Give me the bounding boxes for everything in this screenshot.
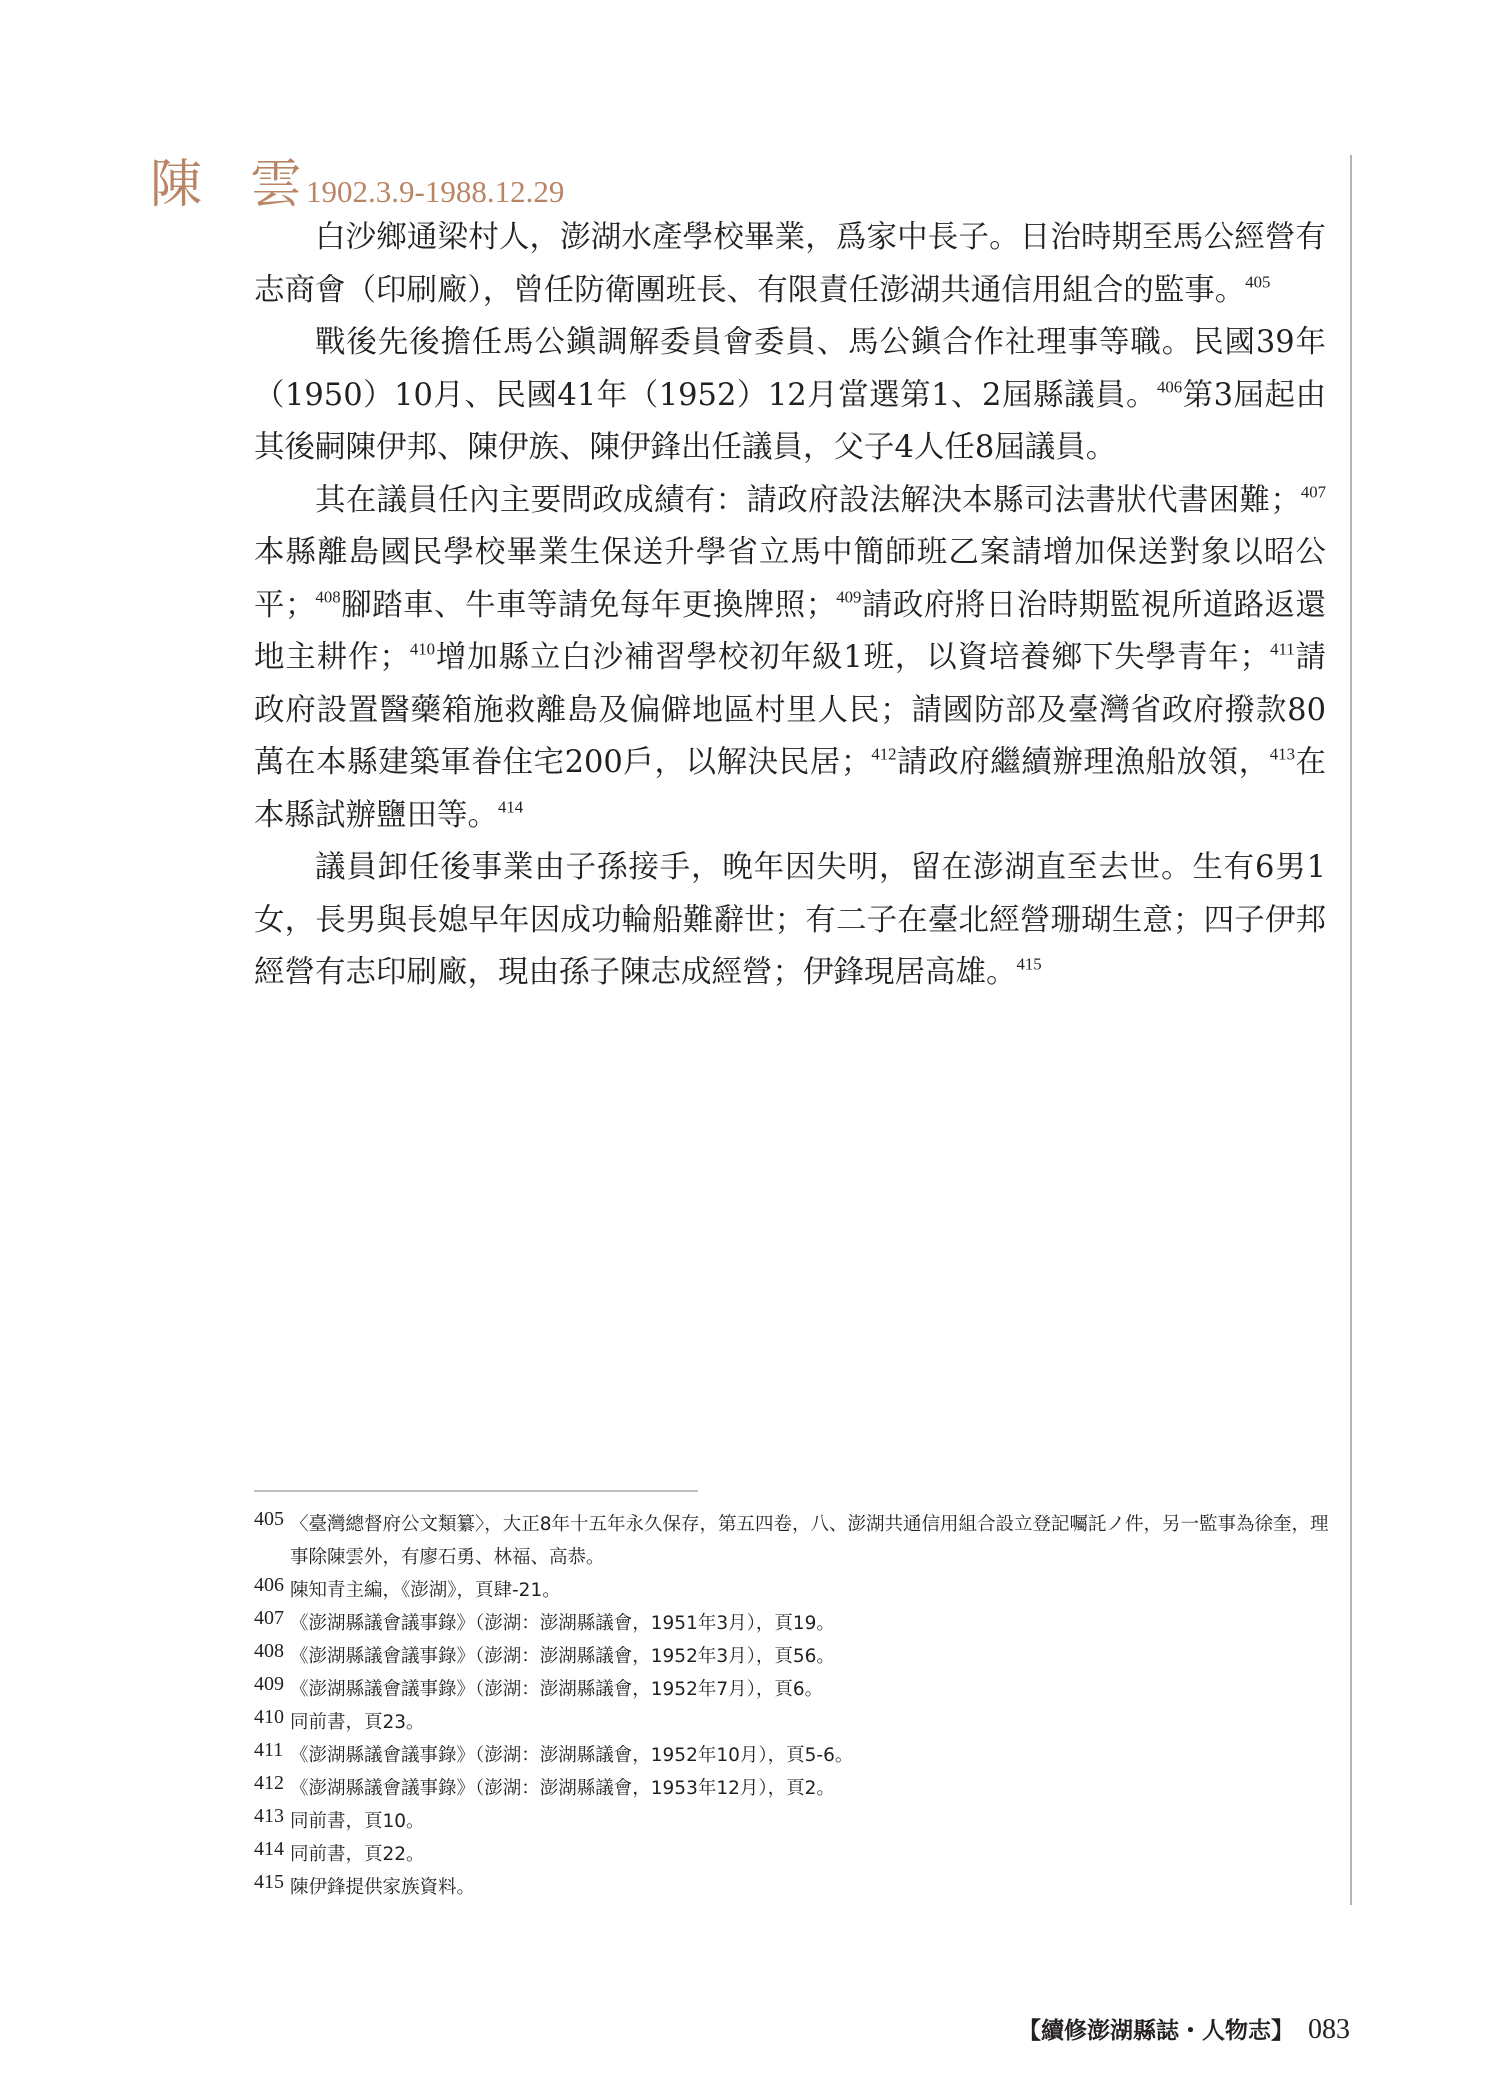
paragraph [254,475,1326,843]
text-run: 請政府將日治時期監視所道路返還地主耕作； [254,587,1327,675]
footnote-ref[interactable]: 414 [498,796,524,816]
book-title: 【續修澎湖縣誌・人物志】 [1018,2017,1294,2044]
footnote-text: 《澎湖縣議會議事錄》（澎湖：澎湖縣議會，1952年10月），頁5-6。 [290,1745,854,1766]
footnotes [254,1508,1334,1904]
footnote-ref[interactable]: 410 [409,639,436,659]
footnote [254,1739,1334,1772]
entry-heading [150,142,564,217]
footnote-number: 414 [254,1838,284,1860]
text-run: 白沙鄉通梁村人，澎湖水產學校畢業，爲家中長子。日治時期至馬公經營有志商會（印刷廠），曾任防衛團班長、有限責任澎湖共通信用組合的監事。 [254,220,1326,308]
paragraph [254,212,1326,317]
page-number: 083 [1308,2014,1350,2045]
margin-rule [1350,155,1352,1905]
text-run: 在本縣試辦鹽田等。 [254,745,1327,833]
footnote [254,1706,1334,1739]
footnote [254,1607,1334,1640]
footnote-number: 409 [254,1673,284,1695]
footnote-number: 411 [254,1739,284,1761]
footnote-text: 〈臺灣總督府公文類纂〉，大正8年十五年永久保存，第五四卷，八、澎湖共通信用組合設立登記囑託ノ件，另一監事為徐奎，理事除陳雲外，有廖石勇、林福、高恭。 [290,1514,1329,1568]
footnote-number: 415 [254,1871,284,1893]
footnote-number: 412 [254,1772,284,1794]
footnote [254,1673,1334,1706]
footnote-number: 407 [254,1607,284,1629]
footnote [254,1805,1334,1838]
life-dates: 1902.3.9-1988.12.29 [306,174,565,209]
footnote-ref[interactable]: 412 [871,744,897,764]
footnote-ref[interactable]: 408 [315,586,341,606]
footnote-text: 《澎湖縣議會議事錄》（澎湖：澎湖縣議會，1953年12月），頁2。 [290,1778,835,1799]
footnote-ref[interactable]: 415 [1016,954,1042,974]
footnote-ref[interactable]: 411 [1270,639,1295,659]
footnote [254,1574,1334,1607]
footnote-text: 《澎湖縣議會議事錄》（澎湖：澎湖縣議會，1952年3月），頁56。 [290,1646,835,1667]
footnote-text: 同前書，頁10。 [290,1811,425,1832]
footnote-number: 406 [254,1574,284,1596]
footnote [254,1871,1334,1904]
footnote [254,1772,1334,1805]
person-name-given: 雲 [250,155,303,215]
text-run: 請政府繼續辦理漁船放領， [896,745,1270,780]
footnote-ref[interactable]: 405 [1245,271,1271,291]
paragraph [254,842,1326,1000]
footnote-text: 陳知青主編，《澎湖》，頁肆-21。 [290,1580,561,1601]
text-run: 增加縣立白沙補習學校初年級1班，以資培養鄉下失學青年； [435,640,1271,675]
text-run: 其在議員任內主要問政成績有：請政府設法解決本縣司法書狀代書困難； [315,482,1301,518]
footnote-number: 405 [254,1508,284,1530]
text-run: 本縣離島國民學校畢業生保送升學省立馬中簡師班乙案請增加保送對象以昭公平； [254,535,1326,623]
footnote-ref[interactable]: 413 [1269,744,1295,764]
text-run: 戰後先後擔任馬公鎭調解委員會委員、馬公鎭合作社理事等職。民國39年（1950）10月、民國41年（1952）12月當選第1、2屆縣議員。 [254,325,1326,413]
footnote-number: 413 [254,1805,284,1827]
footnote-text: 《澎湖縣議會議事錄》（澎湖：澎湖縣議會，1951年3月），頁19。 [290,1613,835,1634]
biography-body [254,212,1326,1000]
footnote-text: 同前書，頁23。 [290,1712,425,1733]
footnote [254,1838,1334,1871]
text-run: 請政府設置醫藥箱施救離島及偏僻地區村里人民；請國防部及臺灣省政府撥款80萬在本縣建築軍眷住宅200戶，以解決民居； [254,640,1327,780]
person-name-surname: 陳 [150,155,203,215]
footnote [254,1508,1334,1574]
paragraph [254,317,1326,475]
footnote-ref[interactable]: 406 [1156,376,1183,396]
footnote-separator [254,1490,698,1492]
footnote-ref[interactable]: 407 [1300,481,1326,501]
text-run: 腳踏車、牛車等請免每年更換牌照； [340,587,837,623]
page-footer [1018,2012,1350,2046]
footnote-text: 陳伊鋒提供家族資料。 [290,1877,476,1898]
text-run: 第3屆起由其後嗣陳伊邦、陳伊族、陳伊鋒出任議員，父子4人任8屆議員。 [254,377,1327,465]
footnote-number: 408 [254,1640,284,1662]
footnote-text: 同前書，頁22。 [290,1844,425,1865]
footnote-text: 《澎湖縣議會議事錄》（澎湖：澎湖縣議會，1952年7月），頁6。 [290,1679,824,1700]
text-run: 議員卸任後事業由子孫接手，晚年因失明，留在澎湖直至去世。生有6男1女，長男與長媳早年因成功輪船難辭世；有二子在臺北經營珊瑚生意；四子伊邦經營有志印刷廠，現由孫子陳志成經營；伊鋒現居高雄。 [254,850,1326,990]
footnote [254,1640,1334,1673]
footnote-number: 410 [254,1706,284,1728]
footnote-ref[interactable]: 409 [836,586,862,606]
